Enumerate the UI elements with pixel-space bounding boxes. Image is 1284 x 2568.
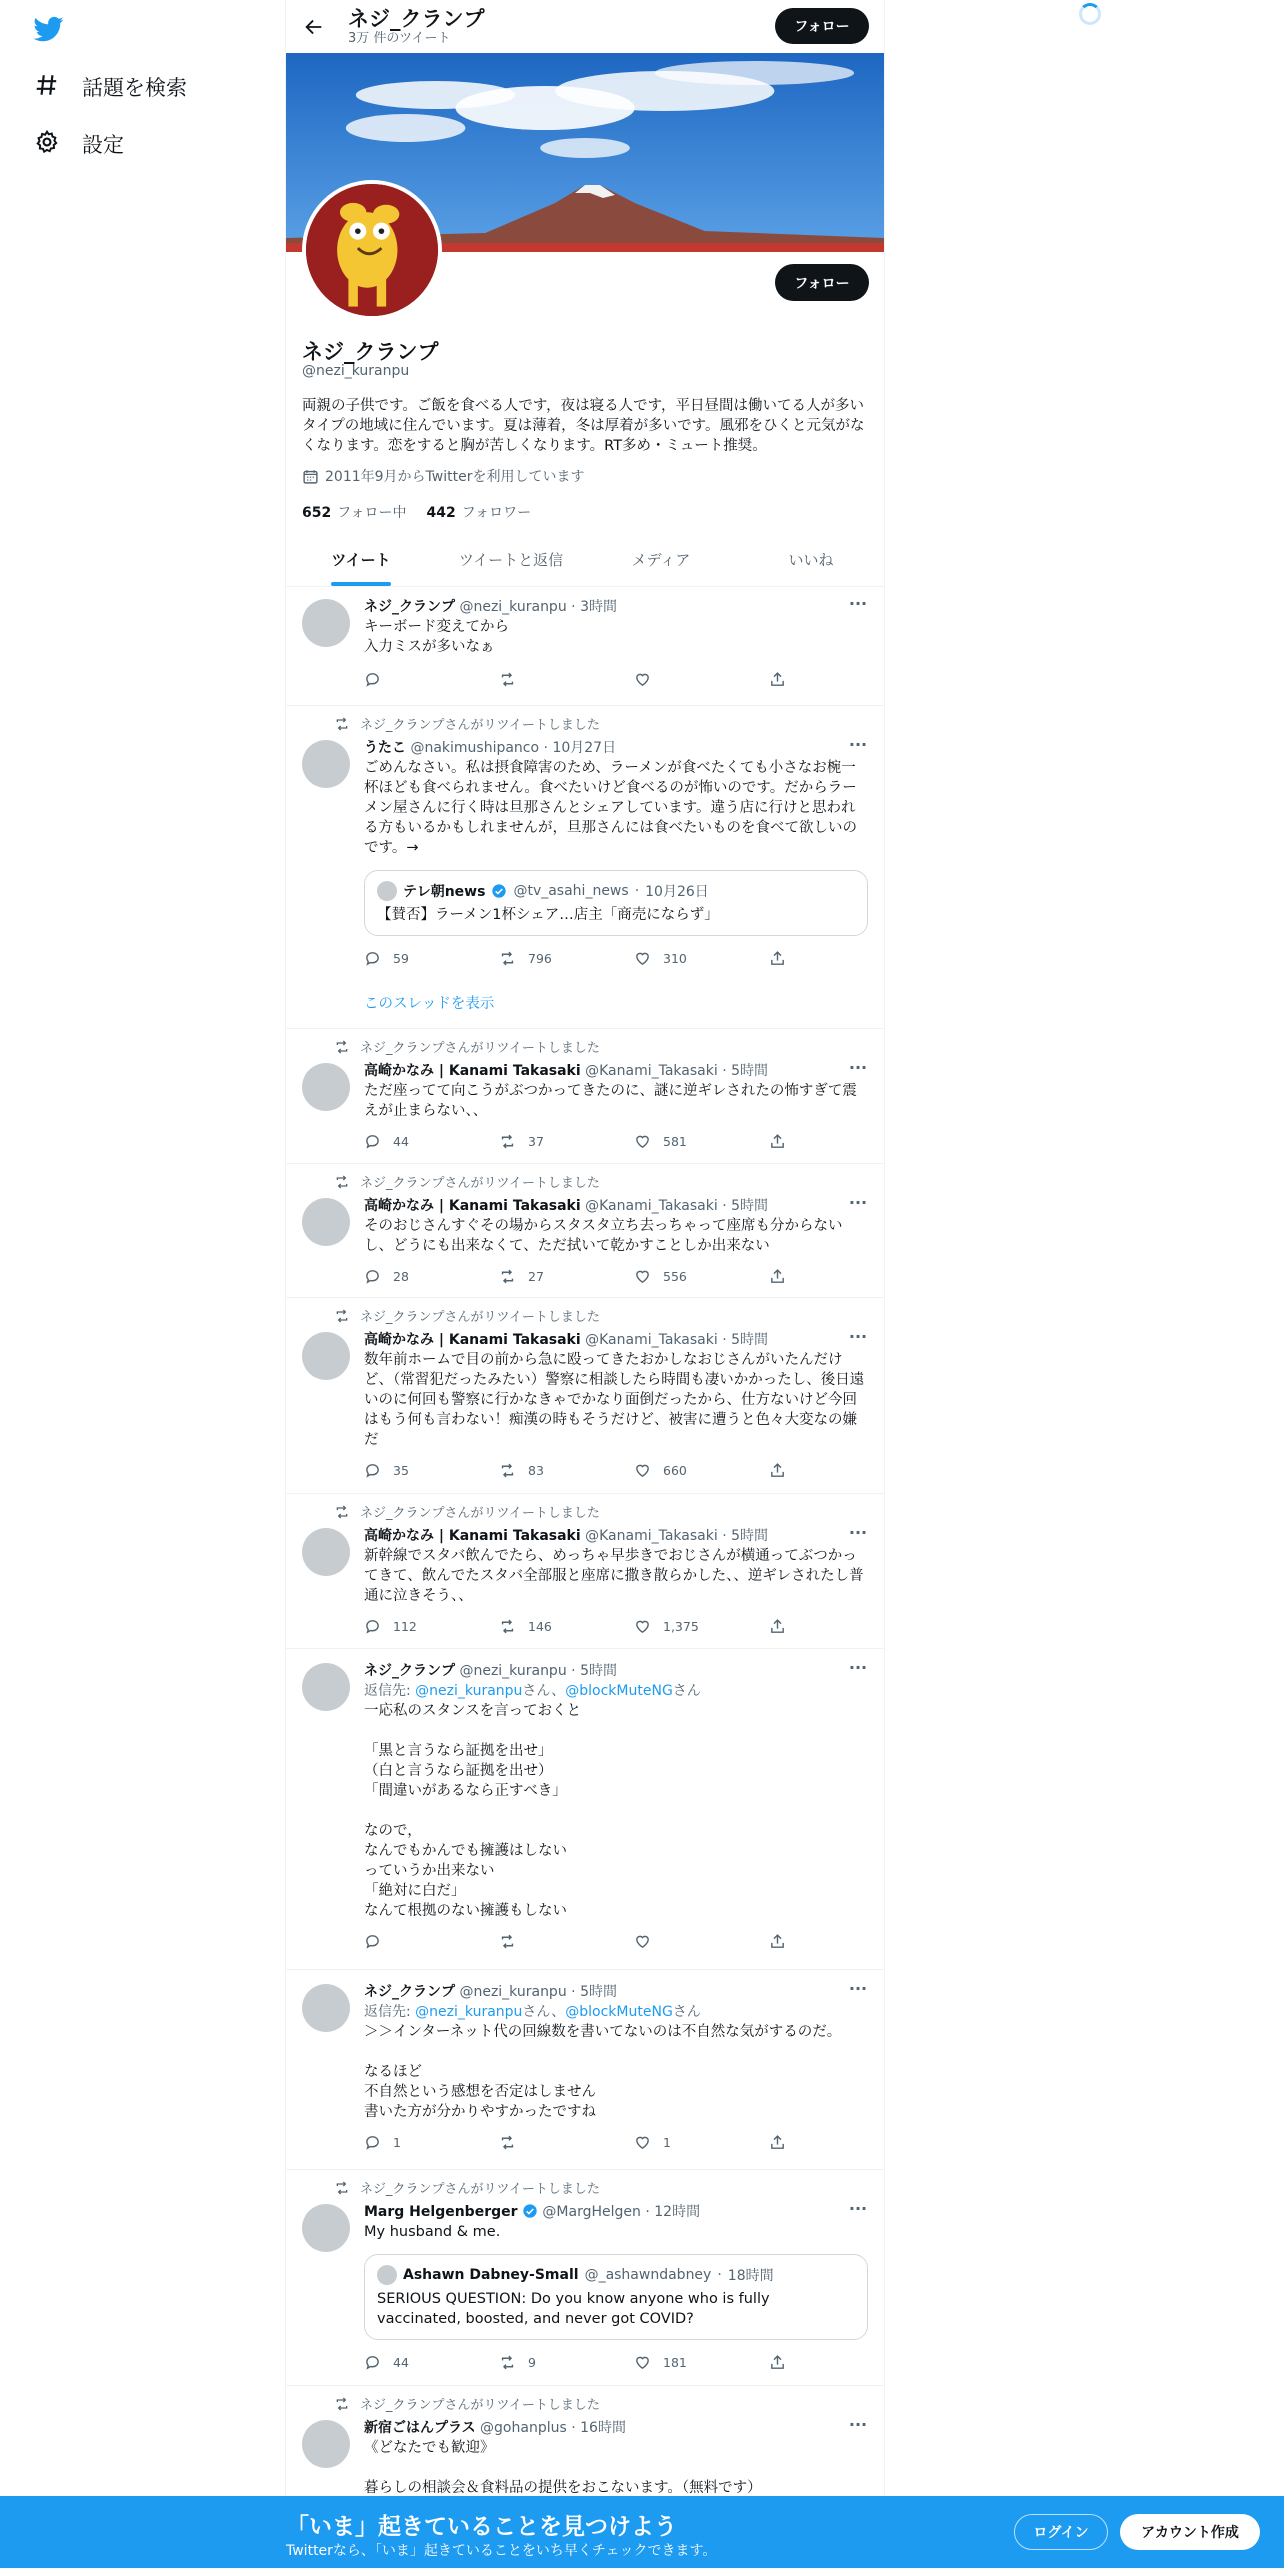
- tab-tweets-and-replies[interactable]: ツイートと返信: [458, 550, 564, 569]
- tweet[interactable]: [286, 2170, 884, 2386]
- reply-to-suffix: さん、: [522, 1683, 566, 1699]
- profile-name: ネジ_クランプ: [302, 340, 439, 364]
- retweet-indicator-text[interactable]: ネジ_クランプさんがリツイートしました: [360, 1176, 600, 1191]
- like-count: 310: [663, 950, 687, 966]
- tweet-time[interactable]: 12時間: [654, 2204, 701, 2220]
- more-options-icon[interactable]: ···: [848, 1523, 868, 1542]
- more-options-icon[interactable]: ···: [848, 735, 868, 754]
- tweet[interactable]: [286, 2386, 884, 2506]
- reply-to-label: 返信先:: [364, 2004, 411, 2020]
- tweet-text: ただ座ってて向こうがぶつかってきたのに、謎に逆ギレされたの怖すぎて震えが止まらない、、: [364, 1083, 857, 1119]
- reply-icon: [364, 1462, 381, 1479]
- signup-prompt-bar: [0, 2496, 1284, 2568]
- reply-button[interactable]: [364, 1933, 499, 1950]
- reply-icon: [364, 1268, 381, 1285]
- tweet-author-handle[interactable]: @MargHelgen: [542, 2204, 641, 2220]
- like-button[interactable]: [634, 1462, 769, 1479]
- followers-count: 442: [426, 505, 456, 521]
- retweet-count: 146: [528, 1618, 552, 1634]
- quoted-tweet-time: 10月26日: [645, 884, 709, 900]
- like-button[interactable]: [634, 2134, 769, 2151]
- tweet-time[interactable]: 5時間: [580, 1663, 617, 1679]
- share-icon: [769, 671, 786, 688]
- tweet-author-handle[interactable]: @gohanplus: [480, 2420, 567, 2436]
- signup-prompt-title: 「いま」起きていることを見つけよう: [286, 2514, 677, 2540]
- tweet-header: 高崎かなみ | Kanami Takasaki @Kanami_Takasaki · 5時間: [364, 1528, 769, 1544]
- tweet-author-name[interactable]: Marg Helgenberger: [364, 2204, 518, 2220]
- tweet-header: ネジ_クランプ @nezi_kuranpu · 5時間: [364, 1984, 617, 2000]
- back-button[interactable]: [288, 1, 340, 53]
- reply-button[interactable]: [364, 671, 499, 688]
- share-icon: [769, 1618, 786, 1635]
- retweet-icon: [499, 1618, 516, 1635]
- tweet[interactable]: [286, 587, 884, 706]
- tweet-actions: [364, 1616, 868, 1636]
- nav-item-explore-label: 話題を検索: [82, 76, 187, 100]
- retweet-button[interactable]: [499, 1933, 634, 1950]
- share-icon: [769, 1933, 786, 1950]
- tweet-actions: [364, 2352, 868, 2372]
- share-button[interactable]: [769, 950, 809, 967]
- share-icon: [769, 2134, 786, 2151]
- heart-icon: [634, 1268, 651, 1285]
- profile-joined-date: [302, 466, 584, 486]
- tweet[interactable]: [286, 1164, 884, 1298]
- tweet-text: 数年前ホームで目の前から急に殴ってきたおかしなおじさんがいたんだけど、（常習犯だったみたい）警察に相談したら時間も凄いかかったし、後日遠いのに何回も警察に行かなきゃでかなり面倒だったから、仕方ないけど今回はもう何も言わない！痴漢の時もそうだけど、被害に遭うと色々大変なの嫌だ: [364, 1352, 865, 1448]
- retweet-indicator-text[interactable]: ネジ_クランプさんがリツイートしました: [360, 1310, 600, 1325]
- reply-button[interactable]: [364, 1462, 499, 1479]
- like-button[interactable]: [634, 1933, 769, 1950]
- quoted-tweet-avatar: [377, 2265, 397, 2285]
- retweet-indicator: [334, 1306, 600, 1325]
- profile-info: [286, 252, 884, 587]
- quoted-tweet-text: 【賛否】ラーメン1杯シェア…店主「商売にならず」: [377, 907, 719, 923]
- arrow-left-icon: [303, 16, 325, 38]
- tweet-avatar[interactable]: [302, 1984, 350, 2032]
- profile-tabs: [286, 532, 885, 587]
- retweet-icon: [334, 2180, 350, 2196]
- verified-badge-icon: [491, 883, 507, 899]
- tweet-text: 《どなたでも歓迎》 暮らしの相談会＆食料品の提供をおこないます。（無料です）: [364, 2440, 762, 2496]
- retweet-indicator-text[interactable]: ネジ_クランプさんがリツイートしました: [360, 2398, 600, 2413]
- retweet-icon: [334, 1039, 350, 1055]
- more-options-icon[interactable]: ···: [848, 594, 868, 613]
- tweet-author-name[interactable]: ネジ_クランプ: [364, 1984, 455, 2000]
- tweet-text: キーボード変えてから 入力ミスが多いなぁ: [364, 619, 509, 655]
- heart-icon: [634, 1133, 651, 1150]
- tweet-actions: [364, 1266, 868, 1286]
- share-icon: [769, 1133, 786, 1150]
- retweet-count: 9: [528, 2354, 536, 2370]
- retweet-indicator: [334, 2178, 600, 2197]
- tweet-author-handle[interactable]: @nezi_kuranpu: [459, 599, 567, 615]
- reply-count: 44: [393, 1133, 409, 1149]
- heart-icon: [634, 2134, 651, 2151]
- header-follow-button[interactable]: フォロー: [775, 8, 869, 44]
- retweet-indicator-text[interactable]: ネジ_クランプさんがリツイートしました: [360, 2182, 600, 2197]
- retweet-button[interactable]: [499, 1462, 634, 1479]
- like-count: 581: [663, 1133, 687, 1149]
- hashtag-icon: [34, 72, 60, 103]
- like-count: 1,375: [663, 1618, 699, 1634]
- tweet-header: 高崎かなみ | Kanami Takasaki @Kanami_Takasaki · 5時間: [364, 1332, 769, 1348]
- tweet-time[interactable]: 5時間: [731, 1198, 769, 1214]
- share-button[interactable]: [769, 1933, 809, 1950]
- retweet-button[interactable]: [499, 1618, 634, 1635]
- retweet-icon: [499, 2134, 516, 2151]
- tweet[interactable]: [286, 1029, 884, 1164]
- show-thread-link[interactable]: このスレッドを表示: [364, 996, 495, 1012]
- follow-stats: [302, 502, 531, 522]
- tweet-header: Marg Helgenberger @MargHelgen · 12時間: [364, 2204, 701, 2220]
- tweet-actions: [364, 2132, 868, 2152]
- reply-icon: [364, 1133, 381, 1150]
- tweet-avatar[interactable]: [302, 1198, 350, 1246]
- quoted-author-name: テレ朝news: [403, 884, 486, 900]
- like-count: 556: [663, 1268, 687, 1284]
- like-button[interactable]: [634, 1268, 769, 1285]
- share-button[interactable]: [769, 1618, 809, 1635]
- tweet-time[interactable]: 5時間: [731, 1063, 769, 1079]
- tweet-header: 新宿ごはんプラス @gohanplus · 16時間: [364, 2420, 626, 2436]
- heart-icon: [634, 671, 651, 688]
- reply-to-handle[interactable]: @blockMuteNG: [565, 2004, 673, 2020]
- quoted-tweet-header: テレ朝news @tv_asahi_news · 10月26日: [377, 881, 855, 901]
- reply-button[interactable]: [364, 1618, 499, 1635]
- retweet-icon: [334, 2396, 350, 2412]
- tweet-time[interactable]: 5時間: [580, 1984, 617, 2000]
- retweet-count: 796: [528, 950, 552, 966]
- tweet-avatar[interactable]: [302, 1663, 350, 1711]
- retweet-indicator-text[interactable]: ネジ_クランプさんがリツイートしました: [360, 1041, 600, 1056]
- tweet[interactable]: [286, 1970, 884, 2170]
- login-button[interactable]: ログイン: [1014, 2514, 1108, 2550]
- loading-spinner-icon: [1079, 3, 1101, 25]
- reply-count: 59: [393, 950, 409, 966]
- more-options-icon[interactable]: ···: [848, 1979, 868, 1998]
- reply-count: 1: [393, 2134, 401, 2150]
- tweet-actions: [364, 948, 868, 968]
- left-navigation: [0, 0, 285, 2568]
- tweet-header: ネジ_クランプ @nezi_kuranpu · 5時間: [364, 1663, 617, 1679]
- reply-icon: [364, 2134, 381, 2151]
- retweet-button[interactable]: [499, 2134, 634, 2151]
- tweet-actions: [364, 669, 868, 689]
- retweet-icon: [499, 1462, 516, 1479]
- retweet-count: 37: [528, 1133, 544, 1149]
- share-button[interactable]: [769, 671, 809, 688]
- signup-button[interactable]: アカウント作成: [1120, 2514, 1260, 2550]
- header-profile-name: ネジ_クランプ: [348, 6, 485, 31]
- heart-icon: [634, 1933, 651, 1950]
- tweet-author-handle[interactable]: @Kanami_Takasaki: [585, 1528, 718, 1544]
- like-button[interactable]: [634, 1133, 769, 1150]
- reply-count: 35: [393, 1462, 409, 1478]
- profile-bio: 両親の子供です。ご飯を食べる人です，夜は寝る人です，平日昼間は働いてる人が多いタイプの地域に住んでいます。夏は薄着，冬は厚着が多いです。風邪をひくと元気がなくなります。恋をすると胸が苦しくなります。RT多め・ミュート推奨。: [302, 398, 865, 454]
- retweet-icon: [499, 1133, 516, 1150]
- tweet-time[interactable]: 10月27日: [552, 740, 617, 756]
- more-options-icon[interactable]: ···: [848, 1658, 868, 1677]
- like-button[interactable]: [634, 2354, 769, 2371]
- retweet-icon: [334, 1308, 350, 1324]
- quoted-author-name: Ashawn Dabney-Small: [403, 2267, 579, 2283]
- quoted-tweet-avatar: [377, 881, 397, 901]
- followers-link[interactable]: [427, 502, 532, 522]
- retweet-indicator-text[interactable]: ネジ_クランプさんがリツイートしました: [360, 1506, 600, 1521]
- tweet-text: ＞＞インターネット代の回線数を書いてないのは不自然な気がするのだ。 なるほど 不自然という感想を否定はしません 書いた方が分かりやすかったですね: [364, 2024, 842, 2120]
- reply-icon: [364, 2354, 381, 2371]
- retweet-icon: [334, 716, 350, 732]
- reply-button[interactable]: [364, 950, 499, 967]
- tweet-header: ネジ_クランプ @nezi_kuranpu · 3時間: [364, 599, 617, 615]
- retweet-icon: [499, 671, 516, 688]
- share-button[interactable]: [769, 1133, 809, 1150]
- tweet-author-name[interactable]: 高崎かなみ | Kanami Takasaki: [364, 1528, 581, 1544]
- quoted-tweet-time: 18時間: [727, 2268, 774, 2284]
- share-button[interactable]: [769, 1268, 809, 1285]
- quoted-tweet-header: Ashawn Dabney-Small @_ashawndabney · 18時間: [377, 2265, 855, 2285]
- reply-icon: [364, 671, 381, 688]
- retweet-button[interactable]: [499, 950, 634, 967]
- reply-to-handle[interactable]: @nezi_kuranpu: [415, 1683, 523, 1699]
- more-options-icon[interactable]: ···: [848, 2415, 868, 2434]
- quoted-tweet[interactable]: [364, 2254, 868, 2340]
- like-count: 1: [663, 2134, 671, 2150]
- tab-likes[interactable]: いいね: [788, 550, 834, 569]
- like-button[interactable]: [634, 950, 769, 967]
- reply-count: 44: [393, 2354, 409, 2370]
- tweet-author-handle[interactable]: @Kanami_Takasaki: [585, 1332, 718, 1348]
- retweet-indicator: [334, 2394, 600, 2413]
- heart-icon: [634, 1462, 651, 1479]
- share-button[interactable]: [769, 2134, 809, 2151]
- profile-header-bar: [286, 0, 884, 53]
- tweet-actions: [364, 1931, 868, 1951]
- tweet-text: そのおじさんすぐその場からスタスタ立ち去っちゃって座席も分からないし、どうにも出来なくて、ただ拭いて乾かすことしか出来ない: [364, 1218, 843, 1254]
- nav-item-settings[interactable]: [34, 124, 124, 164]
- like-count: 181: [663, 2354, 687, 2370]
- share-icon: [769, 1462, 786, 1479]
- tab-media[interactable]: メディア: [631, 550, 691, 569]
- retweet-button[interactable]: [499, 1268, 634, 1285]
- share-icon: [769, 950, 786, 967]
- tweet-header: うたこ @nakimushipanco · 10月27日: [364, 740, 617, 756]
- retweet-icon: [334, 1174, 350, 1190]
- joined-date-text: 2011年9月からTwitterを利用しています: [325, 469, 585, 485]
- reply-to-line: [364, 2002, 868, 2022]
- nav-item-settings-label: 設定: [82, 133, 124, 157]
- tweet-author-name[interactable]: 高崎かなみ | Kanami Takasaki: [364, 1063, 581, 1079]
- retweet-icon: [499, 2354, 516, 2371]
- gear-icon: [34, 129, 60, 160]
- profile-handle: @nezi_kuranpu: [302, 363, 410, 379]
- tweet[interactable]: [286, 1494, 884, 1649]
- following-link[interactable]: [302, 502, 407, 522]
- followers-label: フォロワー: [461, 505, 532, 521]
- reply-count: 28: [393, 1268, 409, 1284]
- reply-icon: [364, 950, 381, 967]
- tweet-author-handle[interactable]: @Kanami_Takasaki: [585, 1063, 718, 1079]
- profile-column: [285, 0, 885, 2568]
- tweet-avatar[interactable]: [302, 2204, 350, 2252]
- tweet-avatar[interactable]: [302, 1528, 350, 1576]
- tweet-author-name[interactable]: 高崎かなみ | Kanami Takasaki: [364, 1332, 581, 1348]
- share-icon: [769, 2354, 786, 2371]
- tweet-avatar[interactable]: [302, 599, 350, 647]
- tweet-author-name[interactable]: 新宿ごはんプラス: [364, 2420, 476, 2436]
- heart-icon: [634, 950, 651, 967]
- quoted-author-handle: @_ashawndabney: [584, 2267, 712, 2283]
- like-button[interactable]: [634, 1618, 769, 1635]
- share-button[interactable]: [769, 1462, 809, 1479]
- retweet-indicator: [334, 1172, 600, 1191]
- header-tweet-count: 3万 件のツイート: [348, 30, 451, 46]
- reply-count: 112: [393, 1618, 417, 1634]
- tweet-author-name[interactable]: うたこ: [364, 740, 406, 756]
- retweet-button[interactable]: [499, 671, 634, 688]
- tweet-time[interactable]: 5時間: [731, 1332, 769, 1348]
- retweet-icon: [499, 950, 516, 967]
- reply-button[interactable]: [364, 2354, 499, 2371]
- tweet-author-name[interactable]: 高崎かなみ | Kanami Takasaki: [364, 1198, 581, 1214]
- more-options-icon[interactable]: ···: [848, 2199, 868, 2218]
- verified-badge-icon: [522, 2203, 538, 2219]
- tweet-author-handle[interactable]: @nezi_kuranpu: [459, 1984, 567, 2000]
- tweet[interactable]: [286, 1649, 884, 1970]
- tweet-author-name[interactable]: ネジ_クランプ: [364, 599, 455, 615]
- tweet-text: 新幹線でスタバ飲んでたら、めっちゃ早歩きでおじさんが横通ってぶつかってきて、飲んでたスタバ全部服と座席に撒き散らかした、、逆ギレされたし普通に泣きそう、、: [364, 1548, 864, 1604]
- tweet-avatar[interactable]: [302, 2420, 350, 2468]
- quoted-author-handle: @tv_asahi_news: [513, 883, 629, 899]
- twitter-logo-icon[interactable]: [32, 14, 66, 44]
- tweet-actions: [364, 1460, 868, 1480]
- tweet-avatar[interactable]: [302, 1063, 350, 1111]
- reply-icon: [364, 1618, 381, 1635]
- following-count: 652: [302, 505, 332, 521]
- quoted-tweet-text: SERIOUS QUESTION: Do you know anyone who is fully vaccinated, boosted, and never got COVID?: [377, 2291, 770, 2327]
- tweet-author-handle[interactable]: @Kanami_Takasaki: [585, 1198, 718, 1214]
- nav-item-explore[interactable]: [34, 67, 187, 107]
- retweet-indicator: [334, 1037, 600, 1056]
- like-button[interactable]: [634, 671, 769, 688]
- tweet-avatar[interactable]: [302, 1332, 350, 1380]
- tweet[interactable]: [286, 1298, 884, 1494]
- calendar-icon: [302, 468, 319, 485]
- reply-to-suffix: さん: [672, 2004, 701, 2020]
- tweet-time[interactable]: 3時間: [580, 599, 617, 615]
- reply-to-handle[interactable]: @nezi_kuranpu: [415, 2004, 523, 2020]
- tweet[interactable]: [286, 706, 884, 1029]
- tweet-author-handle[interactable]: @nakimushipanco: [410, 740, 540, 756]
- retweet-indicator: [334, 714, 600, 733]
- heart-icon: [634, 2354, 651, 2371]
- tweet-text: ごめんなさい。私は摂食障害のため、ラーメンが食べたくても小さなお椀一杯ほども食べられません。食べたいけど食べるのが怖いのです。だからラーメン屋さんに行く時は旦那さんとシェアしています。違う店に行けと思われる方もいるかもしれませんが，旦那さんには食べたいものを食べて欲しいのです。→: [364, 760, 857, 856]
- retweet-button[interactable]: [499, 2354, 634, 2371]
- tweet-time[interactable]: 16時間: [580, 2420, 626, 2436]
- share-button[interactable]: [769, 2354, 809, 2371]
- retweet-button[interactable]: [499, 1133, 634, 1150]
- more-options-icon[interactable]: ···: [848, 1193, 868, 1212]
- signup-prompt-subtitle: Twitterなら、「いま」起きていることをいち早くチェックできます。: [286, 2543, 717, 2559]
- like-count: 660: [663, 1462, 687, 1478]
- retweet-indicator: [334, 1502, 600, 1521]
- share-icon: [769, 1268, 786, 1285]
- reply-to-line: [364, 1681, 868, 1701]
- retweet-icon: [499, 1933, 516, 1950]
- tweet-text: 一応私のスタンスを言っておくと 「黒と言うなら証拠を出せ」 （白と言うなら証拠を出せ） 「間違いがあるなら正すべき」 なので， なんでもかんでも擁護はしない っていうか出来ない 「絶対に白だ」 なんて根拠のない擁護もしない: [364, 1703, 582, 1919]
- retweet-count: 27: [528, 1268, 544, 1284]
- retweet-count: 83: [528, 1462, 544, 1478]
- tweet-header: 高崎かなみ | Kanami Takasaki @Kanami_Takasaki · 5時間: [364, 1198, 769, 1214]
- more-options-icon[interactable]: ···: [848, 1327, 868, 1346]
- tweet-author-name[interactable]: ネジ_クランプ: [364, 1663, 455, 1679]
- tweet-author-handle[interactable]: @nezi_kuranpu: [459, 1663, 567, 1679]
- quoted-tweet[interactable]: [364, 870, 868, 936]
- reply-to-suffix: さん: [672, 1683, 701, 1699]
- more-options-icon[interactable]: ···: [848, 1058, 868, 1077]
- reply-icon: [364, 1933, 381, 1950]
- profile-avatar[interactable]: [302, 180, 442, 320]
- retweet-indicator-text[interactable]: ネジ_クランプさんがリツイートしました: [360, 718, 600, 733]
- reply-button[interactable]: [364, 1268, 499, 1285]
- tweet-actions: [364, 1131, 868, 1151]
- tweet-time[interactable]: 5時間: [731, 1528, 769, 1544]
- tweet-header: 高崎かなみ | Kanami Takasaki @Kanami_Takasaki · 5時間: [364, 1063, 769, 1079]
- profile-follow-button[interactable]: フォロー: [775, 264, 869, 301]
- retweet-icon: [499, 1268, 516, 1285]
- tweet-avatar[interactable]: [302, 740, 350, 788]
- retweet-icon: [334, 1504, 350, 1520]
- heart-icon: [634, 1618, 651, 1635]
- following-label: フォロー中: [337, 505, 407, 521]
- reply-to-label: 返信先:: [364, 1683, 411, 1699]
- tab-tweets[interactable]: ツイート: [286, 532, 436, 586]
- reply-button[interactable]: [364, 2134, 499, 2151]
- reply-to-handle[interactable]: @blockMuteNG: [565, 1683, 673, 1699]
- tweet-text: My husband & me.: [364, 2224, 501, 2240]
- reply-to-suffix: さん、: [522, 2004, 566, 2020]
- reply-button[interactable]: [364, 1133, 499, 1150]
